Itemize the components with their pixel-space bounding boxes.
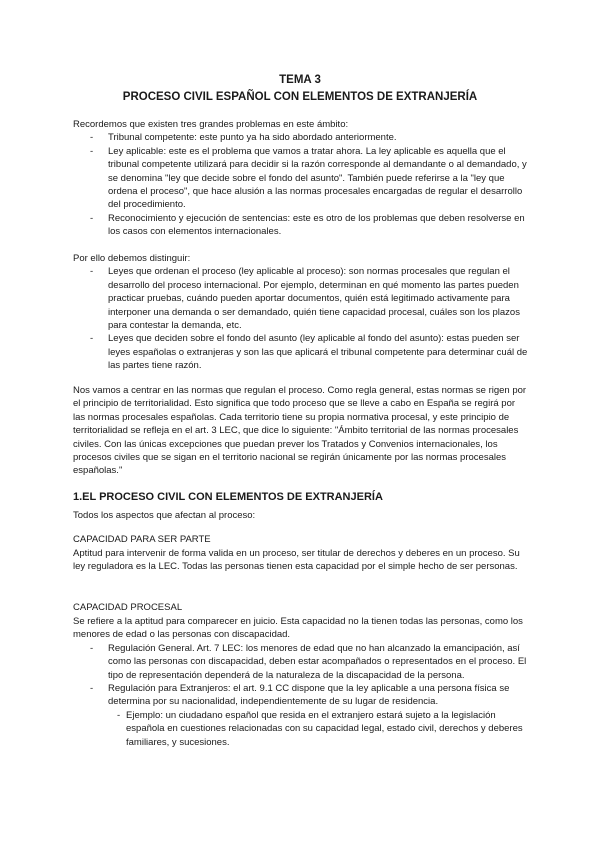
list-item: - Tribunal competente: este punto ya ha sido abordado anteriormente. xyxy=(73,131,528,144)
distinguish-list xyxy=(73,265,528,372)
territoriality-paragraph: Nos vamos a centrar en las normas que regulan el proceso. Como regla general, estas normas se rigen por el principio de territorialidad. Esto significa que todo proceso que se lleve a cabo en España se regirá por las normas procesales españolas. Cada territorio tiene su propia normativa procesal, y este principio de territorialidad se refleja en el art. 3 LEC, que dice lo siguiente: "Ámbito territorial de las normas procesales civiles. Con las únicas excepciones que puedan prever los Tratados y Convenios internacionales, los procesos civiles que se sigan en el territorio nacional se regirán únicamente por las normas procesales españolas." xyxy=(73,385,527,477)
section-heading: 1.EL PROCESO CIVIL CON ELEMENTOS DE EXTRANJERÍA xyxy=(73,491,383,503)
tema-label: TEMA 3 xyxy=(279,74,321,86)
capacidad-procesal-list xyxy=(73,642,528,709)
distinguish-lead: Por ello debemos distinguir: xyxy=(73,253,191,264)
list-item: - Ejemplo: un ciudadano español que resida en el extranjero estará sujeto a la legislación española en cuestiones relacionadas con su capacidad legal, estado civil, derechos y deberes familiares, y sucesiones. xyxy=(73,709,528,749)
capacidad-parte-text: Aptitud para intervenir de forma valida en un proceso, ser titular de derechos y deberes en un proceso. Su ley reguladora es la LEC. Todas las personas tienen esta capacidad por el simple hecho de ser personas. xyxy=(73,548,520,573)
page-title: PROCESO CIVIL ESPAÑOL CON ELEMENTOS DE EXTRANJERÍA xyxy=(122,91,478,103)
capacidad-procesal-heading: CAPACIDAD PROCESAL xyxy=(73,602,183,613)
intro-section xyxy=(73,118,528,239)
list-item: - Regulación General. Art. 7 LEC: los menores de edad que no han alcanzado la emancipación, así como las personas con discapacidad, deben estar acompañados o representados en el proceso. El tipo de representación dependerá de la naturaleza de la discapacidad de la persona. xyxy=(73,642,528,682)
capacidad-procesal-sublist xyxy=(73,709,528,749)
list-item: - Reconocimiento y ejecución de sentencias: este es otro de los problemas que deben resolverse en los casos con elementos internacionales. xyxy=(73,212,528,239)
capacidad-procesal-text: Se refiere a la aptitud para comparecer en juicio. Esta capacidad no la tienen todas las personas, como los menores de edad o las personas con discapacidad. xyxy=(73,616,523,641)
section-lead: Todos los aspectos que afectan al proceso: xyxy=(73,510,256,521)
capacidad-parte-heading: CAPACIDAD PARA SER PARTE xyxy=(73,534,211,545)
distinguish-section xyxy=(73,252,528,373)
capacidad-procesal-section xyxy=(73,615,528,749)
intro-lead: Recordemos que existen tres grandes problemas en este ámbito: xyxy=(73,119,349,130)
list-item: - Ley aplicable: este es el problema que vamos a tratar ahora. La ley aplicable es aquella que el tribunal competente utilizará para decidir si la razón corresponde al demandante o al demandado, y se denomina "ley que decide sobre el fondo del asunto". También puede referirse a la "ley que ordena el proceso", que hace alusión a las normas procesales encargadas de regular el desarrollo del procedimiento. xyxy=(73,145,528,212)
list-item: - Leyes que deciden sobre el fondo del asunto (ley aplicable al fondo del asunto): estas pueden ser leyes españolas o extranjeras y son las que aplicará el tribunal competente para determinar cuál de las partes tiene razón. xyxy=(73,332,528,372)
intro-list xyxy=(73,131,528,238)
list-item: - Regulación para Extranjeros: el art. 9.1 CC dispone que la ley aplicable a una persona física se determina por su nacionalidad, independientemente de su lugar de residencia. xyxy=(73,682,528,709)
list-item: - Leyes que ordenan el proceso (ley aplicable al proceso): son normas procesales que regulan el desarrollo del proceso internacional. Por ejemplo, determinan en qué momento las partes pueden practicar pruebas, cuándo pueden aportar documentos, quién está legitimado activamente para interponer una demanda o ser demandado, quién tiene capacidad procesal, cuáles son los plazos para contestar la demanda, etc. xyxy=(73,265,528,332)
